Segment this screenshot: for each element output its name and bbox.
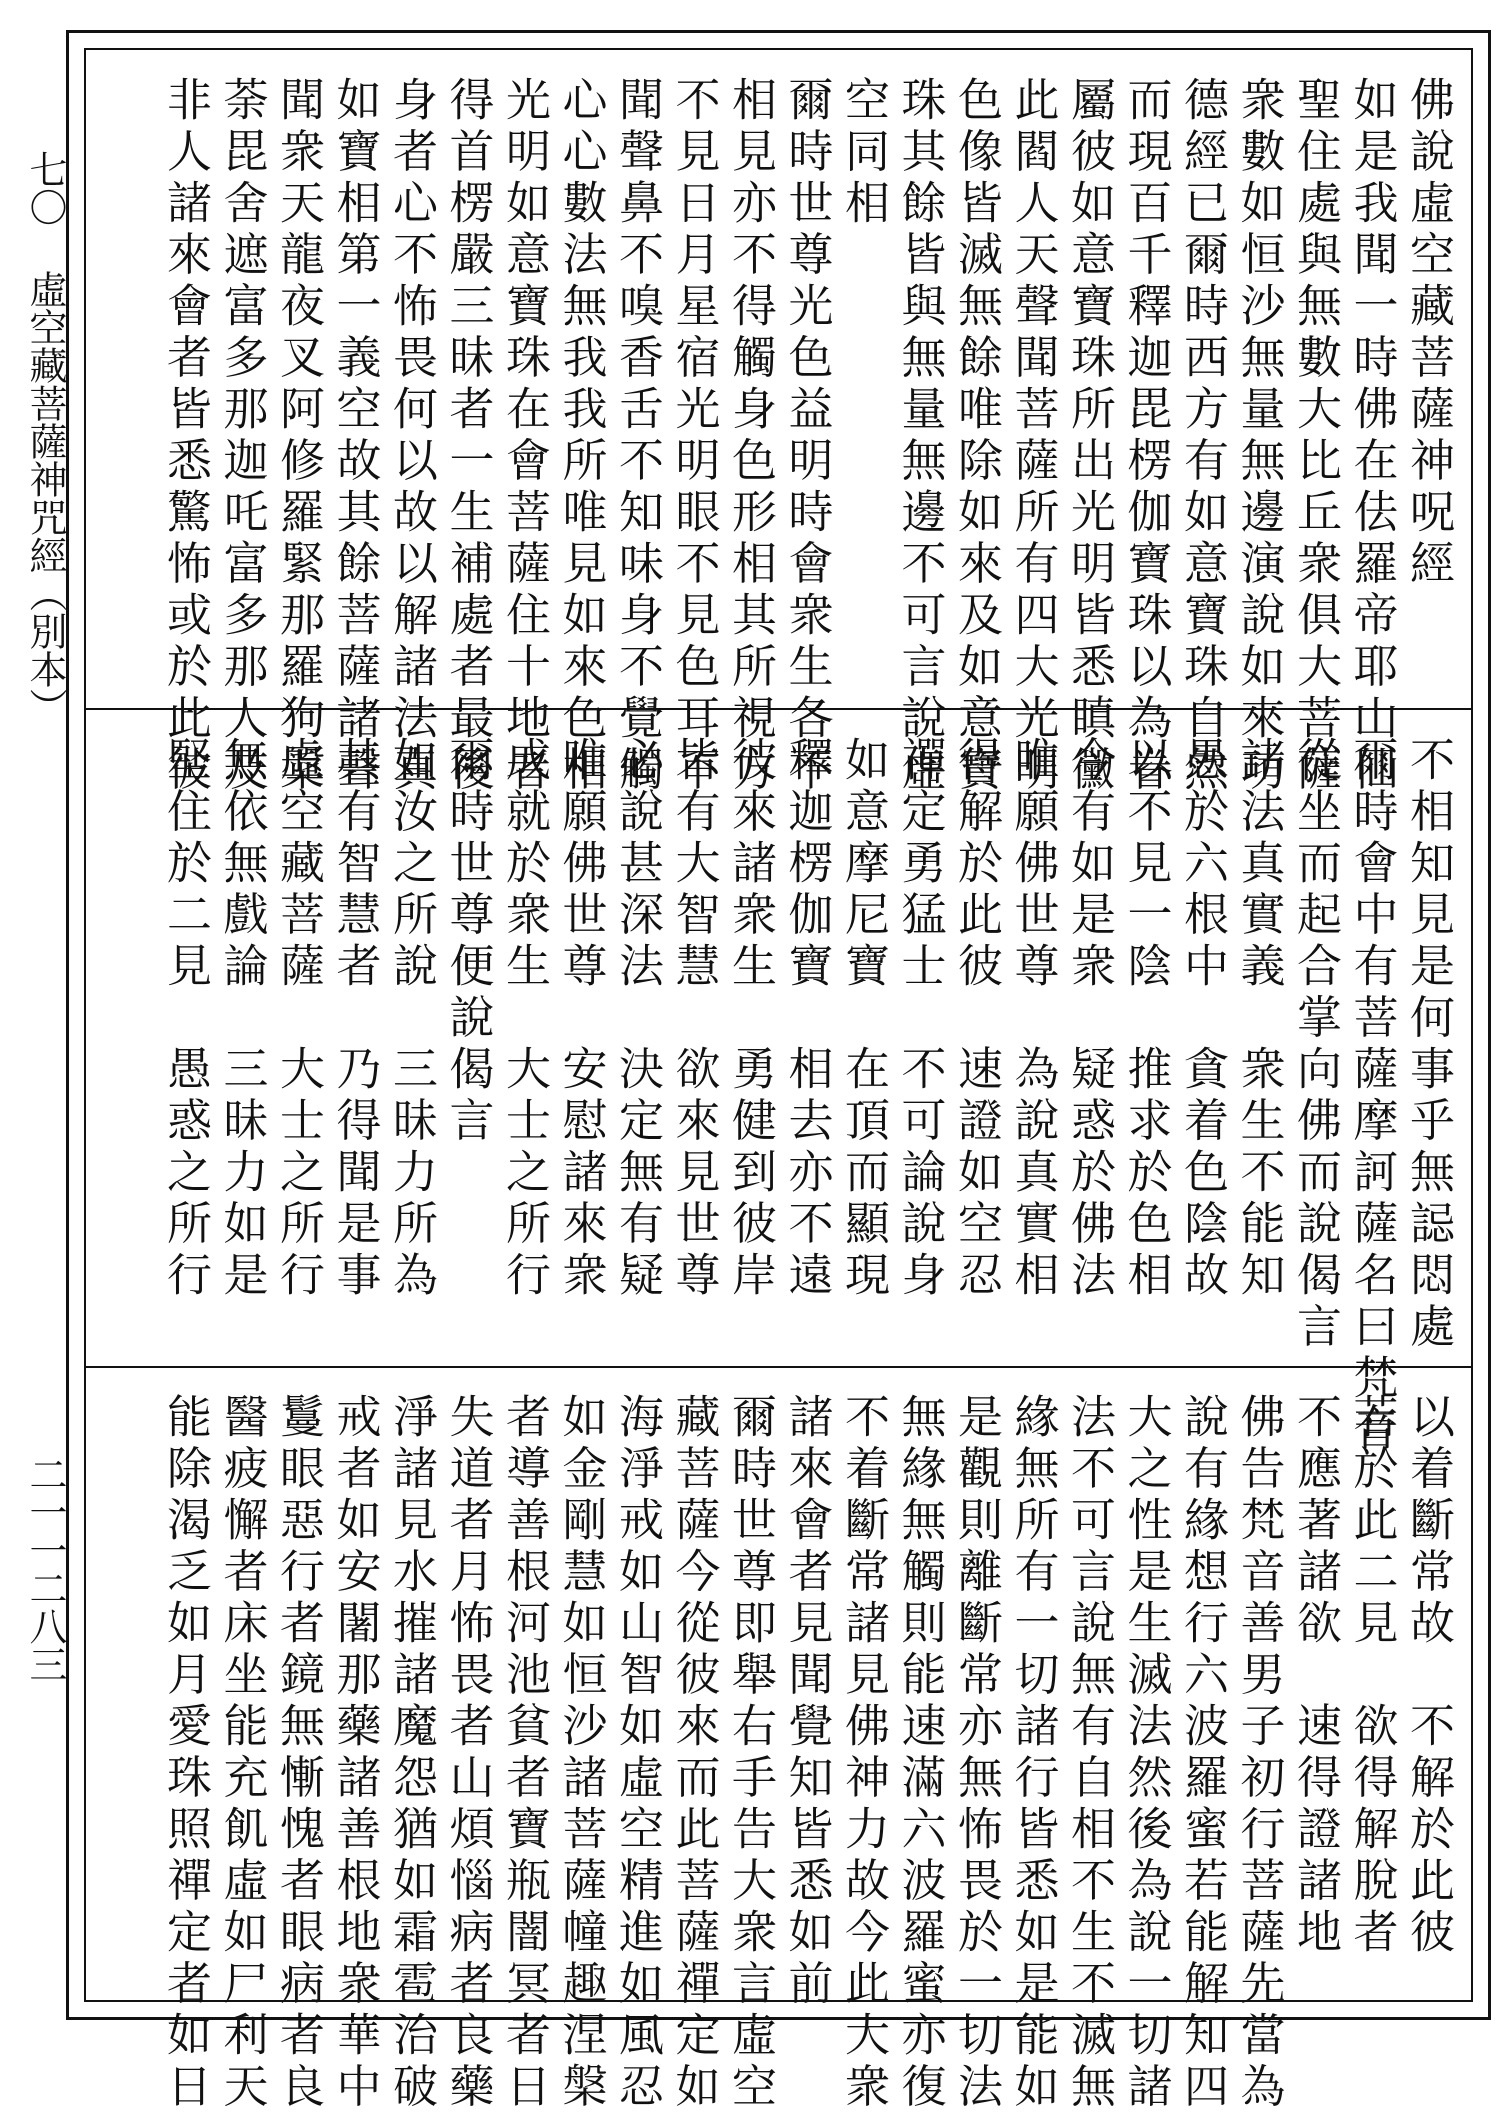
text-column: 衆數如恒沙無量無邊演說如來功 [1232,76,1286,797]
text-column: 德經已爾時西方有如意寶珠自然 [1176,76,1229,797]
text-column: 淨諸見水摧諸魔怨猶如霜雹治破 [385,1393,438,2114]
text-column: 若於此二見 欲得解脫者 [1345,1393,1399,1960]
text-column: 此閻人天聲聞菩薩所有四大光明 [1006,76,1060,797]
text-column: 無依無戲論 三昧力如是 [215,736,269,1303]
text-column: 屬彼如意寶珠所出光明皆悉瞋黴 [1063,76,1116,797]
text-column: 今有如是衆 疑惑於佛法 [1063,736,1116,1303]
text-column: 聞衆天龍夜叉阿修羅緊那羅狗槃 [272,76,325,797]
text-column: 不應著諸欲 速得證諸地 [1289,1393,1342,1960]
text-column: 者導善根河池貧者寶瓶闇冥者日 [498,1393,551,2114]
text-column: 非人諸來會者皆悉驚怖或於此彼 [159,76,212,797]
text-column: 大之性是生滅法然後為說一切諸 [1119,1393,1173,2114]
text-column: 緣無所有一切諸行皆悉如是能如 [1006,1393,1060,2114]
text-column: 堅住於二見 愚惑之所行 [159,736,212,1303]
text-column: 如是我聞一時佛在佉羅帝耶山仙 [1345,76,1399,797]
text-column: 諸法真實義 衆生不能知 [1232,736,1286,1303]
text-column: 禪定勇猛士 不可論說身 [893,736,947,1303]
text-column: 光明如意寶珠在會菩薩住十地者 [498,76,551,797]
text-column: 得解於此彼 速證如空忍 [950,736,1003,1303]
text-column: 是觀則離斷常亦無怖畏於一切法 [950,1393,1003,2114]
text-column: 不着斷常諸見佛神力故今此大衆 [837,1393,890,2114]
text-column: 法不可言說無有自相不生不滅無 [1063,1393,1116,2114]
text-column: 得首楞嚴三昧者一生補處者最後 [441,76,495,797]
text-column: 能除渴乏如月愛珠照禪定者如日 [159,1393,212,2114]
text-column: 以着斷常故 不解於此彼 [1402,1393,1455,1960]
text-column: 皆有大智慧 欲來見世尊 [667,736,721,1303]
text-column: 以不見一陰 推求於色相 [1119,736,1173,1303]
text-column: 愚於六根中 貪着色陰故 [1176,736,1229,1303]
sutra-title: 虛空藏菩薩神咒經（別本） [23,270,67,726]
text-column: 聖住處與無數大比丘衆俱大菩薩 [1289,76,1342,797]
text-column: 聞聲鼻不嗅香舌不知味身不覺觸 [611,76,664,797]
text-column: 相見亦不得觸身色形相其所視方 [724,76,777,797]
text-column: 而現百千釋迦毘楞伽寶珠以為眷 [1119,76,1173,797]
text-column: 釋迦楞伽寶 相去亦不遠 [780,736,834,1303]
text-column: 虛空藏菩薩 大士之所行 [272,736,325,1303]
text-column: 從坐而起合掌向佛而說偈言 [1289,736,1342,1354]
text-column: 無緣無觸則能速滿六波羅蜜亦復 [893,1393,947,2114]
text-column: 空同相 [837,76,890,231]
text-column: 成就於衆生 大士之所行 [498,736,551,1303]
text-column: 鬘眼惡行者鏡無慚愧者眼病者良 [272,1393,325,2114]
text-column: 唯願佛世尊 為說真實相 [1006,736,1060,1303]
text-column: 其有智慧者 乃得聞是事 [328,736,382,1303]
text-column: 爾時世尊即舉右手告大衆言虛空 [724,1393,777,2114]
text-column: 如寶相第一義空故其餘菩薩諸聲 [328,76,382,797]
text-column: 藏菩薩今從彼來而此菩薩禪定如 [667,1393,721,2114]
text-column: 珠其餘皆與無量無邊不可言說虛 [893,76,947,797]
text-column: 佛說虛空藏菩薩神呪經 [1402,76,1455,591]
text-column: 戒者如安闍那藥諸善根地衆華中 [328,1393,382,2114]
text-column: 不相知見是何事乎無誋悶處 [1402,736,1455,1354]
text-column: 唯願佛世尊 安慰諸來衆 [554,736,608,1303]
text-column: 心心數法無我我所唯見如來色相 [554,76,608,797]
text-column: 爾時世尊光色益明時會衆生各不 [780,76,834,797]
text-column: 身者心不怖畏何以故以解諸法真 [385,76,438,797]
text-column: 不見日月星宿光明眼不見色耳不 [667,76,721,797]
text-column: 必說甚深法 決定無有疑 [611,736,664,1303]
text-column: 如意摩尼寶 在頂而顯現 [837,736,890,1303]
text-column: 說有緣想行六波羅蜜若能解知四 [1176,1393,1229,2114]
text-column: 色像皆滅無餘唯除如來及如意寶 [950,76,1003,797]
text-column: 諸來會者見聞覺知皆悉如前 [780,1393,834,2011]
text-column: 爾時世尊便說偈言 [441,736,495,1148]
section-divider-2 [84,1366,1473,1368]
text-column: 海淨戒如山智如虛空精進如風忍 [611,1393,664,2114]
text-column: 如汝之所說 三昧力所為 [385,736,438,1303]
volume-label: 七〇 [23,150,67,226]
text-column: 荼毘舍遮富多那迦吒富多那人及 [215,76,269,797]
text-column: 醫疲懈者床坐能充飢虛如尸利天 [215,1393,269,2114]
text-column: 如金剛慧如恒沙諸菩薩幢趣涅槃 [554,1393,608,2114]
text-column: 爾時會中有菩薩摩訶薩名曰梵音 [1345,736,1399,1457]
text-column: 彼來諸衆生 勇健到彼岸 [724,736,777,1303]
text-column: 佛告梵音善男子初行菩薩先當為 [1232,1393,1286,2114]
page-number: 二一一二八三 [23,1455,67,1683]
text-column: 失道者月怖畏者山煩惱病者良藥 [441,1393,495,2114]
